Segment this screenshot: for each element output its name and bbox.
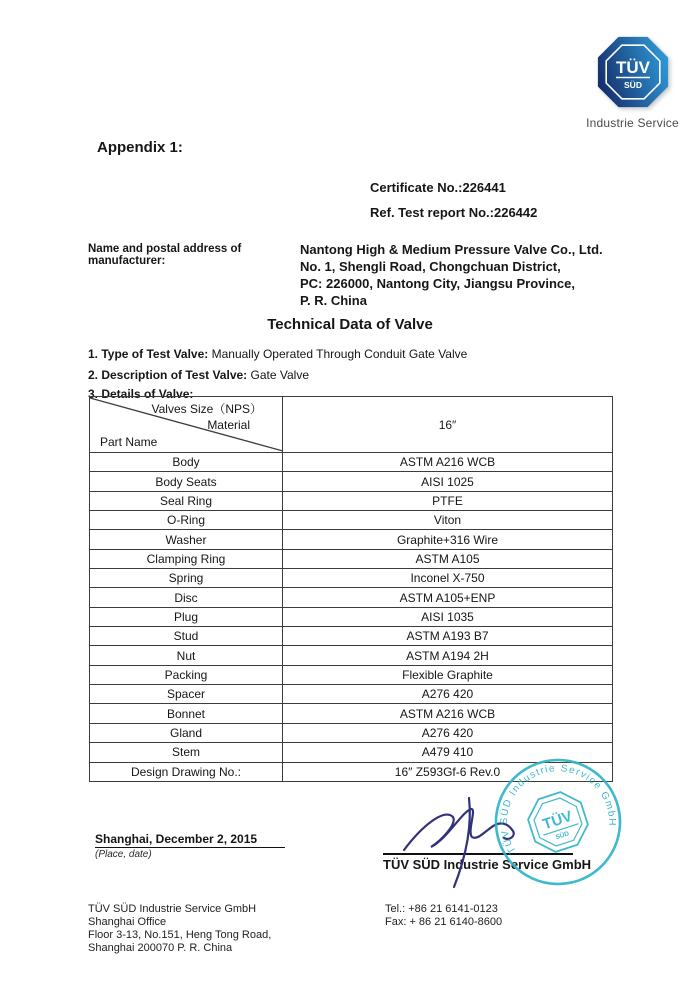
material-cell: 16″ Z593Gf-6 Rev.0 <box>394 764 501 779</box>
page-title: Technical Data of Valve <box>267 316 433 333</box>
table-row <box>90 587 612 606</box>
certificate-numbers <box>370 175 537 225</box>
material-cell: Flexible Graphite <box>402 667 493 682</box>
footer-address-line: TÜV SÜD Industrie Service GmbH <box>88 903 257 915</box>
part-name-cell: Spring <box>90 569 283 587</box>
logo-caption: Industrie Service <box>586 116 679 130</box>
table-row <box>90 549 612 568</box>
place-date-block <box>95 830 285 860</box>
table-corner-cell <box>90 397 283 452</box>
part-name-cell: Stem <box>90 743 283 761</box>
size-header-cell: 16″ <box>438 417 457 432</box>
material-cell: Graphite+316 Wire <box>396 532 499 547</box>
item-description-of-valve <box>88 368 309 382</box>
place-date-value: Shanghai, December 2, 2015 <box>95 832 285 848</box>
material-cell: A276 420 <box>421 687 474 702</box>
material-cell: AISI 1025 <box>421 474 474 489</box>
place-date-caption: (Place, date) <box>95 849 152 860</box>
item-type-of-valve <box>88 347 467 361</box>
part-name-cell: Packing <box>90 666 283 684</box>
part-name-cell: Nut <box>90 646 283 664</box>
table-row <box>90 568 612 587</box>
manufacturer-label: Name and postal address of manufacturer: <box>88 243 242 267</box>
handwritten-signature <box>390 780 540 895</box>
item1-value: Manually Operated Through Conduit Gate Valve <box>211 347 468 361</box>
material-cell: Viton <box>433 513 462 528</box>
part-name-cell: Stud <box>90 627 283 645</box>
table-row <box>90 626 612 645</box>
footer-address-line: Shanghai Office <box>88 916 167 928</box>
signer-block <box>383 853 592 872</box>
part-name-cell: Design Drawing No.: <box>90 763 283 781</box>
table-row <box>90 491 612 510</box>
material-cell: A276 420 <box>421 725 474 740</box>
manufacturer-address-line: P. R. China <box>300 293 367 308</box>
table-row <box>90 703 612 722</box>
part-name-cell: Bonnet <box>90 704 283 722</box>
footer-contact-line: Fax: + 86 21 6140-8600 <box>385 916 503 928</box>
item2-value: Gate Valve <box>250 368 309 382</box>
corner-label-size: Valves Size（NPS） <box>151 402 262 416</box>
part-name-cell: Body Seats <box>90 472 283 490</box>
table-row <box>90 684 612 703</box>
material-cell: A479 410 <box>421 745 474 760</box>
material-cell: ASTM A193 B7 <box>406 629 489 644</box>
svg-text:TÜV SÜD Industrie Service GmbH: TÜV SÜD Industrie Service GmbH <box>498 763 618 856</box>
table-row <box>90 723 612 742</box>
valve-details-table <box>89 396 613 782</box>
part-name-cell: O-Ring <box>90 511 283 529</box>
part-name-cell: Clamping Ring <box>90 550 283 568</box>
material-cell: PTFE <box>432 493 463 508</box>
footer-address <box>88 903 271 955</box>
footer-address-line: Shanghai 200070 P. R. China <box>88 942 233 954</box>
signature-rule <box>383 853 573 855</box>
manufacturer-address-line: PC: 226000, Nantong City, Jiangsu Province, <box>300 276 576 291</box>
table-row <box>90 529 612 548</box>
svg-text:SÜD: SÜD <box>623 80 642 90</box>
part-name-cell: Seal Ring <box>90 492 283 510</box>
manufacturer-block <box>88 241 603 309</box>
table-row <box>90 762 612 781</box>
table-row <box>90 742 612 761</box>
table-row <box>90 607 612 626</box>
table-row <box>90 471 612 490</box>
material-cell: ASTM A194 2H <box>406 648 489 663</box>
manufacturer-address-line: No. 1, Shengli Road, Chongchuan District, <box>300 259 561 274</box>
svg-text:TÜV: TÜV <box>615 58 650 77</box>
material-cell: AISI 1035 <box>421 609 474 624</box>
svg-text:TÜV: TÜV <box>540 807 575 834</box>
material-cell: ASTM A105 <box>415 551 480 566</box>
item1-label: 1. Type of Test Valve: <box>88 347 209 361</box>
certificate-no: Certificate No.:226441 <box>370 180 506 195</box>
material-cell: Inconel X-750 <box>410 571 485 586</box>
part-name-cell: Disc <box>90 588 283 606</box>
material-cell: ASTM A216 WCB <box>399 706 496 721</box>
manufacturer-address-line: Nantong High & Medium Pressure Valve Co., Ltd. <box>300 242 603 257</box>
footer-contact <box>385 903 502 929</box>
table-row <box>90 510 612 529</box>
signer-company: TÜV SÜD Industrie Service GmbH <box>383 857 592 872</box>
footer-address-line: Floor 3-13, No.151, Heng Tong Road, <box>88 929 272 941</box>
manufacturer-address <box>300 241 603 309</box>
valve-table-body <box>90 452 612 781</box>
part-name-cell: Body <box>90 453 283 471</box>
part-name-cell: Plug <box>90 608 283 626</box>
tuv-sud-logo <box>580 32 685 130</box>
ref-test-report-no: Ref. Test report No.:226442 <box>370 205 538 220</box>
part-name-cell: Gland <box>90 724 283 742</box>
table-row <box>90 452 612 471</box>
corner-label-material: Material <box>207 418 250 432</box>
table-row <box>90 665 612 684</box>
tuv-octagon-icon <box>593 32 673 112</box>
appendix-heading: Appendix 1: <box>97 139 183 156</box>
item2-label: 2. Description of Test Valve: <box>88 368 248 382</box>
svg-text:SÜD: SÜD <box>554 830 571 842</box>
part-name-cell: Washer <box>90 530 283 548</box>
table-row <box>90 645 612 664</box>
footer-contact-line: Tel.: +86 21 6141-0123 <box>385 903 498 915</box>
material-cell: ASTM A105+ENP <box>399 590 496 605</box>
item3-label: 3. Details of Valve: <box>88 387 194 401</box>
part-name-cell: Spacer <box>90 685 283 703</box>
table-header <box>90 397 612 452</box>
corner-label-part: Part Name <box>100 435 158 449</box>
material-cell: ASTM A216 WCB <box>399 455 496 470</box>
